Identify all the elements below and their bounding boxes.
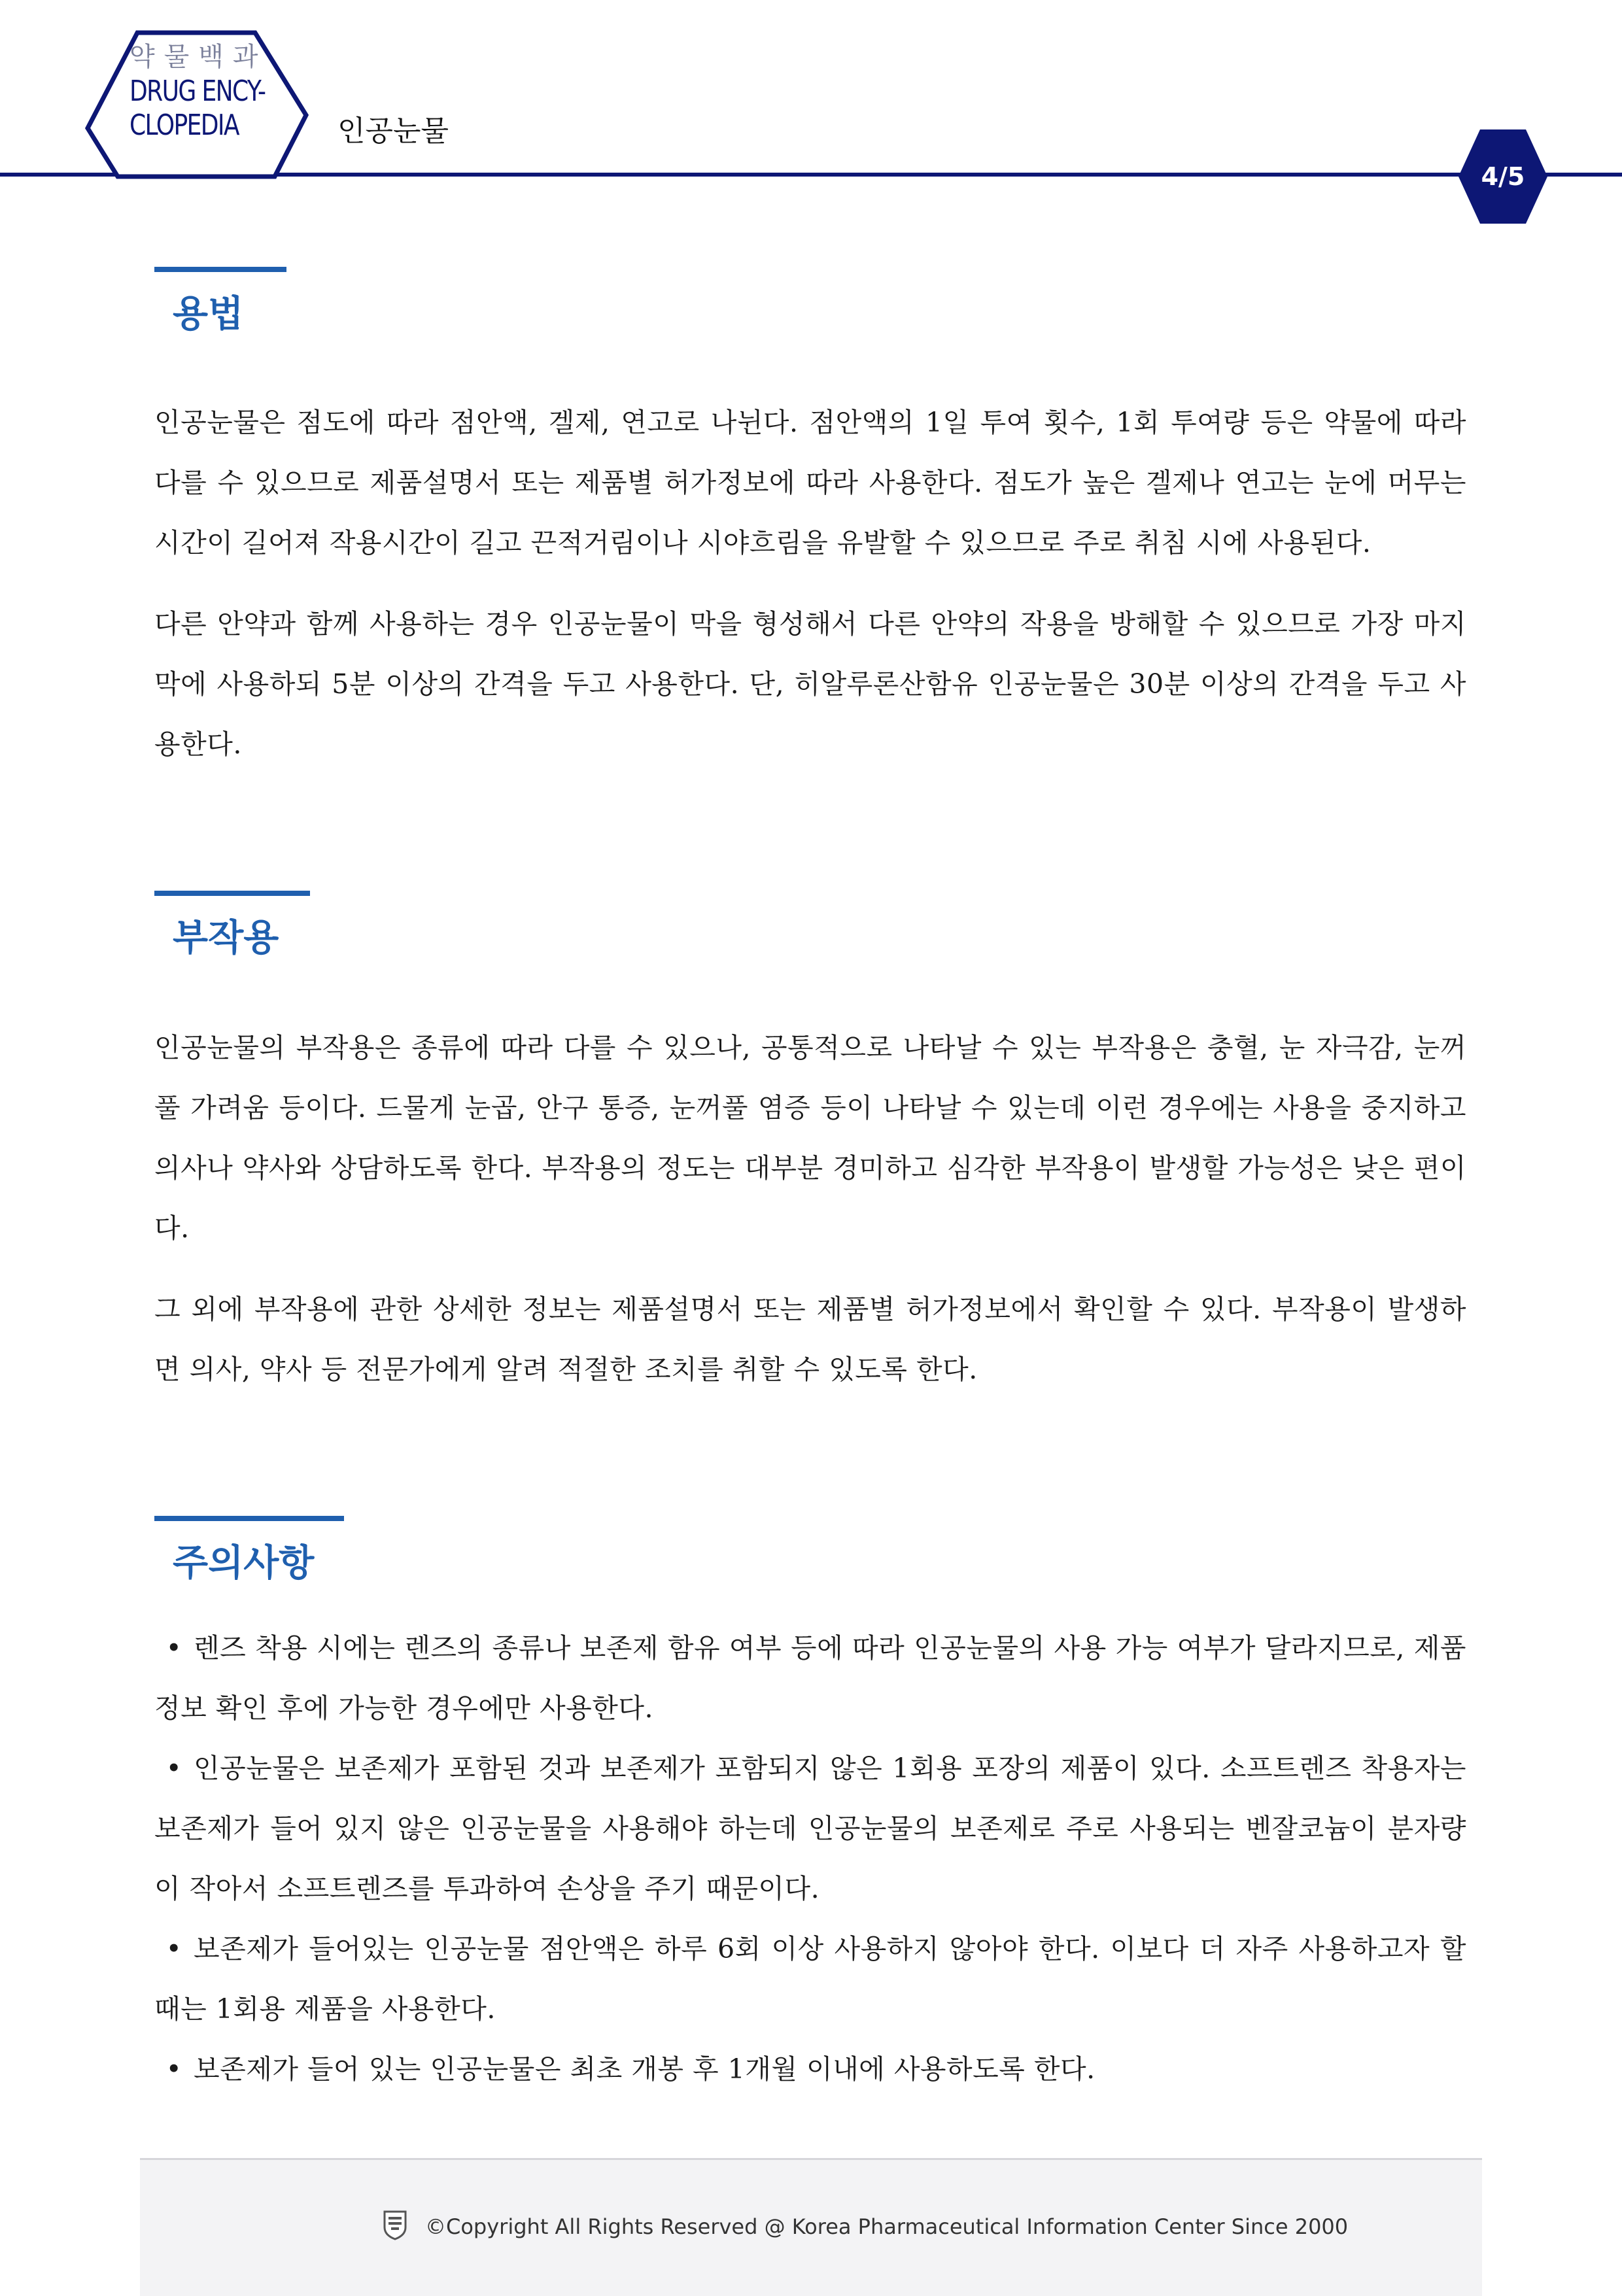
- kpic-emblem-icon: [382, 2209, 408, 2240]
- section-title-side-effects: 부작용: [173, 917, 279, 959]
- list-item: [154, 1738, 1466, 1919]
- section-title-precautions: 주의사항: [173, 1542, 315, 1585]
- section-bar-side-effects: [154, 891, 310, 896]
- bullet-icon: •: [165, 1753, 182, 1784]
- precautions-list: [154, 1618, 1466, 2099]
- logo: [129, 39, 300, 143]
- usage-paragraph-2: 다른 안약과 함께 사용하는 경우 인공눈물이 막을 형성해서 다른 안약의 작용을 방해할 수 있으므로 가장 마지막에 사용하되 5분 이상의 간격을 두고 사용한다. 단, 히알루론산함유 인공눈물은 30분 이상의 간격을 두고 사용한다.: [154, 608, 1466, 760]
- bullet-icon: •: [165, 1632, 182, 1664]
- list-item: [154, 1618, 1466, 1738]
- section-title-usage: 용법: [173, 293, 244, 335]
- copyright-text: ©Copyright All Rights Reserved @ Korea Pharmaceutical Information Center Since 2000: [425, 2214, 1349, 2239]
- list-item-text: 보존제가 들어 있는 인공눈물은 최초 개봉 후 1개월 이내에 사용하도록 한다.: [194, 2053, 1096, 2085]
- list-item-text: 렌즈 착용 시에는 렌즈의 종류나 보존제 함유 여부 등에 따라 인공눈물의 사용 가능 여부가 달라지므로, 제품 정보 확인 후에 가능한 경우에만 사용한다.: [154, 1632, 1466, 1724]
- logo-english-line1: DRUG ENCY-: [129, 75, 266, 108]
- bullet-icon: •: [165, 2053, 182, 2085]
- list-item-text: 보존제가 들어있는 인공눈물 점안액은 하루 6회 이상 사용하지 않아야 한다. 이보다 더 자주 사용하고자 할 때는 1회용 제품을 사용한다.: [154, 1933, 1466, 2025]
- side-effects-paragraph-2: 그 외에 부작용에 관한 상세한 정보는 제품설명서 또는 제품별 허가정보에서 확인할 수 있다. 부작용이 발생하면 의사, 약사 등 전문가에게 알려 적절한 조치를 취할 수 있도록 한다.: [154, 1294, 1466, 1385]
- bullet-icon: •: [165, 1933, 182, 1964]
- page-number: 4/5: [1481, 162, 1525, 191]
- logo-english-line2: CLOPEDIA: [129, 109, 239, 142]
- list-item: [154, 2039, 1466, 2099]
- usage-paragraph-1: 인공눈물은 점도에 따라 점안액, 겔제, 연고로 나뉜다. 점안액의 1일 투여 횟수, 1회 투여량 등은 약물에 따라 다를 수 있으므로 제품설명서 또는 제품별 허가정보에 따라 사용한다. 점도가 높은 겔제나 연고는 눈에 머무는 시간이 길어져 작용시간이 길고 끈적거림이나 시야흐림을 유발할 수 있으므로 주로 취침 시에 사용된다.: [154, 407, 1466, 558]
- document-title: 인공눈물: [337, 114, 449, 148]
- logo-korean: 약물백과: [129, 42, 267, 72]
- list-item: [154, 1919, 1466, 2039]
- list-item-text: 인공눈물은 보존제가 포함된 것과 보존제가 포함되지 않은 1회용 포장의 제품이 있다. 소프트렌즈 착용자는 보존제가 들어 있지 않은 인공눈물을 사용해야 하는데 인공눈물의 보존제로 주로 사용되는 벤잘코늄이 분자량이 작아서 소프트렌즈를 투과하여 손상을 주기 때문이다.: [154, 1753, 1466, 1904]
- side-effects-paragraph-1: 인공눈물의 부작용은 종류에 따라 다를 수 있으나, 공통적으로 나타날 수 있는 부작용은 충혈, 눈 자극감, 눈꺼풀 가려움 등이다. 드물게 눈곱, 안구 통증, 눈꺼풀 염증 등이 나타날 수 있는데 이런 경우에는 사용을 중지하고 의사나 약사와 상담하도록 한다. 부작용의 정도는 대부분 경미하고 심각한 부작용이 발생할 가능성은 낮은 편이다.: [154, 1032, 1466, 1244]
- section-bar-precautions: [154, 1516, 344, 1521]
- section-bar-usage: [154, 267, 286, 272]
